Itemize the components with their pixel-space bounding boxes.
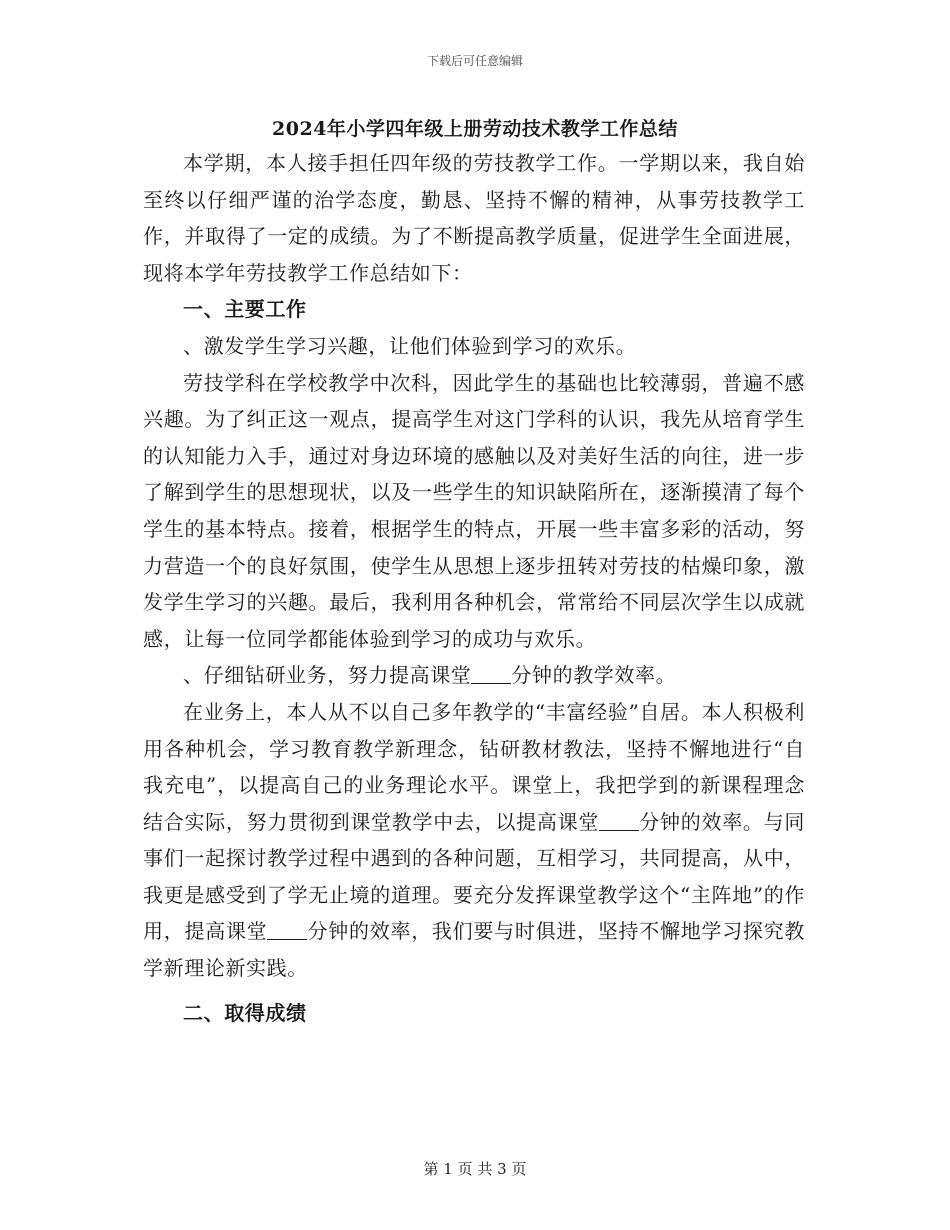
item1-title: 、激发学生学习兴趣，让他们体验到学习的欢乐。 xyxy=(183,333,637,358)
page-footer: 第 1 页 共 3 页 xyxy=(423,1160,527,1178)
section-heading-main-work: 一、主要工作 xyxy=(183,297,307,322)
item2-body-part-b: 分钟的效率。与同事们一起探讨教学过程中遇到的各种问题，互相学习，共同提高，从中，我更是感受到了学无止境的道理。要充分发挥课堂教学这个“主阵地”的作用，提高课堂 xyxy=(143,809,805,944)
fill-blank xyxy=(267,919,307,940)
intro-paragraph: 本学期，本人接手担任四年级的劳技教学工作。一学期以来，我自始至终以仔细严谨的治学态度，勤恳、坚持不懈的精神，从事劳技教学工作，并取得了一定的成绩。为了不断提高教学质量，促进学生全面进展，现将本学年劳技教学工作总结如下： xyxy=(143,151,805,285)
document-body xyxy=(143,145,805,1031)
item1-body: 劳技学科在学校教学中次科，因此学生的基础也比较薄弱，普遍不感兴趣。为了纠正这一观点，提高学生对这门学科的认识，我先从培育学生的认知能力入手，通过对身边环境的感触以及对美好生活的向往，进一步了解到学生的思想现状，以及一些学生的知识缺陷所在，逐渐摸清了每个学生的基本特点。接着，根据学生的特点，开展一些丰富多彩的活动，努力营造一个的良好氛围，使学生从思想上逐步扭转对劳技的枯燥印象，激发学生学习的兴趣。最后，我利用各种机会，常常给不同层次学生以成就感，让每一位同学都能体验到学习的成功与欢乐。 xyxy=(143,370,805,651)
section-heading-achievements: 二、取得成绩 xyxy=(183,1000,307,1025)
fill-blank xyxy=(599,810,639,831)
item2-title-part-b: 分钟的教学效率。 xyxy=(511,663,677,688)
item2-title xyxy=(143,657,805,694)
item2-title-part-a: 、仔细钻研业务，努力提高课堂 xyxy=(183,663,472,688)
item2-body xyxy=(143,694,805,987)
item2-body-part-a: 在业务上，本人从不以自己多年教学的“丰富经验”自居。本人积极利用各种机会，学习教育教学新理念，钻研教材教法，坚持不懈地进行“自我充电”，以提高自己的业务理论水平。课堂上，我把学到的新课程理念结合实际，努力贯彻到课堂教学中去，以提高课堂 xyxy=(143,699,805,834)
item2-body-part-c: 分钟的效率，我们要与时俱进，坚持不懈地学习探究教学新理论新实践。 xyxy=(143,919,805,981)
document-title: 2024年小学四年级上册劳动技术教学工作总结 xyxy=(272,118,678,140)
page-header: 下载后可任意编辑 xyxy=(426,54,523,68)
fill-blank xyxy=(471,663,511,684)
